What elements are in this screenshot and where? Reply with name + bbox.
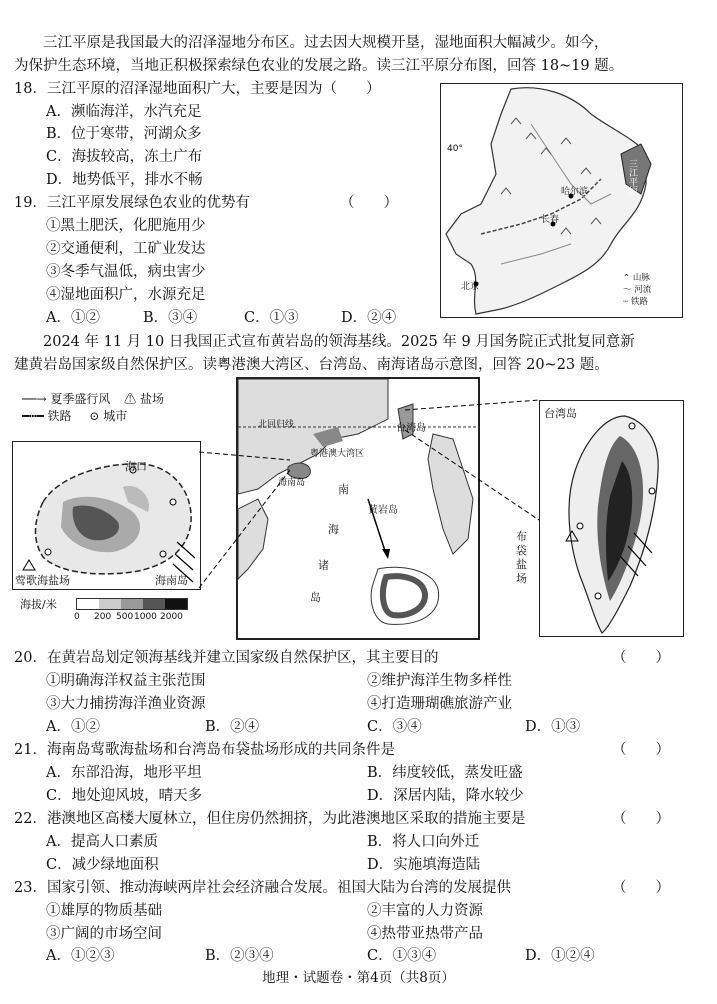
q19-option-b[interactable]: B．③④ [143,310,198,326]
q20-item-1: ①明确海洋权益主张范围 [46,673,206,689]
question-20-stem: 20．在黄岩岛划定领海基线并建立国家级自然保护区，其主要目的 [14,650,439,666]
elevation-legend-title: 海拔/米 [20,598,57,611]
q22-option-d[interactable]: D．实施填海造陆 [367,857,481,873]
taiwan-island-map [539,400,684,637]
label-taiwan-title: 台湾岛 [544,407,577,420]
q21-option-a[interactable]: A．东部沿海，地形平坦 [46,765,202,781]
q19-item-3: ③冬季气温低，病虫害少 [46,264,206,280]
railway-icon: ━┅━ [22,409,48,423]
elev-tick-200: 200 [94,612,112,622]
q20-option-a[interactable]: A．①② [46,719,100,735]
budai-char-3: 盐 [516,558,527,571]
intro2-line-2: 建黄岩岛国家级自然保护区。读粤港澳大湾区、台湾岛、南海诸岛示意图，回答 20~23 题。 [14,357,609,373]
label-sanjiang-plain: 三江平原 [627,159,637,195]
question-23-stem: 23．国家引领、推动海峡两岸社会经济融合发展。祖国大陆为台湾的发展提供 [14,880,511,896]
mountain-icon: ⌃ [623,273,633,283]
q22-answer-paren: （ ） [612,811,670,827]
label-lat-40: 40° [447,144,463,154]
legend-salt: 盐场 [140,392,165,406]
legend-mountain: 山脉 [632,273,650,283]
page-footer: 地理・试题卷・第4页（共8页） [262,970,455,986]
legend-wind: 夏季盛行风 [50,392,111,406]
elev-tick-1000: 1000 [134,612,157,622]
label-beijing: 北京 [461,282,480,292]
budai-char-2: 袋 [516,544,527,557]
label-huangyan-island: 黄岩岛 [368,505,398,516]
q20-item-2: ②维护海洋生物多样性 [367,673,512,689]
label-sea-char-3: 诸 [318,559,329,572]
q21-option-d[interactable]: D．深居内陆，降水较少 [367,788,524,804]
label-hainan-island-center: 海南岛 [278,478,306,488]
label-changchun: 长春 [541,215,560,225]
wind-arrow-icon: ──→ [22,392,51,406]
intro2-line-1: 2024 年 11 月 10 日我国正式宣布黄岩岛的领海基线。2025 年 9 月国务院正式批复同意新 [14,334,635,350]
legend-city: 城市 [103,409,128,423]
q23-option-d[interactable]: D．①②④ [525,948,595,964]
label-tropic-of-cancer: 北回归线 [258,420,295,430]
q19-option-c[interactable]: C．①③ [244,310,299,326]
q20-item-4: ④打造珊瑚礁旅游产业 [367,696,512,712]
intro-line-2: 为保护生态环境，当地正积极探索绿色农业的发展之路。读三江平原分布图，回答 18~19 题。 [14,58,624,74]
q20-item-3: ③大力捕捞海洋渔业资源 [46,696,206,712]
q18-option-b[interactable]: B．位于寒带，河湖众多 [46,126,202,142]
label-yingge-salt-field: 莺歌海盐场 [15,574,70,587]
question-18-stem: 18．三江平原的沼泽湿地面积广大，主要是因为（ ） [14,81,381,97]
legend-rail: 铁路 [47,409,72,423]
q21-option-b[interactable]: B．纬度较低，蒸发旺盛 [367,765,523,781]
q20-option-c[interactable]: C．③④ [367,719,422,735]
legend-river: 河流 [634,285,652,295]
elev-tick-500: 500 [116,612,134,622]
budai-char-4: 场 [516,572,527,585]
railway-icon: ┄ [623,297,631,307]
river-icon: ～ [623,285,635,295]
q23-item-3: ③广阔的市场空间 [46,926,162,942]
q21-answer-paren: （ ） [612,742,670,758]
salt-field-icon: ⚠ [124,392,140,406]
q23-option-c[interactable]: C．①③④ [367,948,437,964]
q19-option-d[interactable]: D．②④ [341,310,397,326]
q23-option-a[interactable]: A．①②③ [46,948,115,964]
label-haikou: 海口 [125,460,147,473]
question-21-stem: 21．海南岛莺歌海盐场和台湾岛布袋盐场形成的共同条件是 [14,742,395,758]
city-icon: ⊙ [89,409,104,423]
label-sea-char-4: 岛 [310,591,321,604]
elev-tick-0: 0 [74,612,80,622]
q22-option-c[interactable]: C．减少绿地面积 [46,857,159,873]
q23-item-4: ④热带亚热带产品 [367,926,483,942]
q22-option-b[interactable]: B．将人口向外迁 [367,834,480,850]
q18-option-d[interactable]: D．地势低平，排水不畅 [46,172,203,188]
q20-option-d[interactable]: D．①③ [525,719,581,735]
q19-answer-paren: （ ） [340,195,398,211]
q23-item-2: ②丰富的人力资源 [367,903,483,919]
label-sea-char-2: 海 [328,523,339,536]
label-hainan-island: 海南岛 [155,574,188,587]
legend-railway: 铁路 [630,297,648,307]
label-budai-salt-field [516,530,527,586]
taiwan-relief [540,401,683,636]
q21-option-c[interactable]: C．地处迎风坡，晴天多 [46,788,203,804]
q18-option-c[interactable]: C．海拔较高，冻土广布 [46,149,203,165]
q19-item-1: ①黑土肥沃，化肥施用少 [46,218,206,234]
q23-answer-paren: （ ） [612,880,670,896]
label-harbin: 哈尔滨 [561,187,589,197]
q19-item-2: ②交通便利，工矿业发达 [46,241,206,257]
q19-option-a[interactable]: A．①② [46,310,100,326]
label-sea-char-1: 南 [338,483,349,496]
label-taiwan-island: 台湾岛 [396,423,426,434]
q19-item-4: ④湿地面积广，水源充足 [46,287,206,303]
q20-option-b[interactable]: B．②④ [205,719,260,735]
q23-item-1: ①雄厚的物质基础 [46,903,162,919]
label-greater-bay-area: 粤港澳大湾区 [310,449,365,459]
intro-line-1: 三江平原是我国最大的沼泽湿地分布区。过去因大规模开垦，湿地面积大幅减少。如今， [14,35,609,51]
question-19-stem: 19．三江平原发展绿色农业的优势有 [14,195,250,211]
q23-option-b[interactable]: B．②③④ [205,948,274,964]
q20-answer-paren: （ ） [612,650,670,666]
budai-char-1: 布 [516,530,527,543]
question-22-stem: 22．港澳地区高楼大厦林立，但住房仍然拥挤，为此港澳地区采取的措施主要是 [14,811,526,827]
q18-option-a[interactable]: A．濒临海洋，水汽充足 [46,104,202,120]
q22-option-a[interactable]: A．提高人口素质 [46,834,158,850]
elev-tick-2000: 2000 [160,612,183,622]
